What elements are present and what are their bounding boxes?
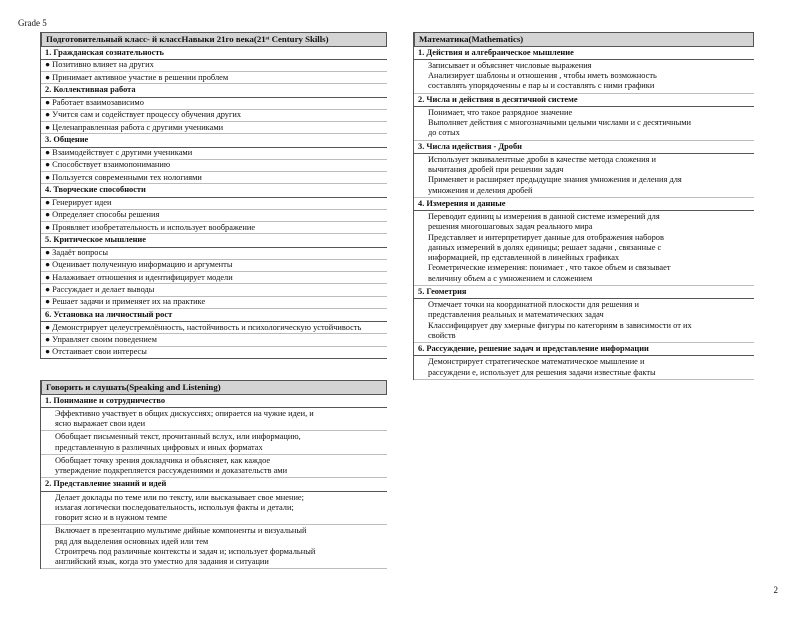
section-title: 4. Творческие способности (41, 184, 387, 197)
standard-line: вычитания дробей при решении задач (428, 165, 564, 175)
standard-line: излагая логически последовательность, используя факты и детали; (55, 502, 294, 512)
standard-line: представленную в различных цифровых и иных форматах (55, 442, 263, 452)
bullet-item: ● Управляет своим поведением (41, 334, 387, 346)
standard-line: Переводит единиц ы измерения в данной системе измерений для (428, 212, 660, 222)
section-title: 1. Действия и алгебраическое мышление (414, 47, 754, 60)
standard-line: Обобщает письменный текст, прочитанный вслух, или информацию, (55, 432, 301, 442)
bullet-item: ● Генерирует идеи (41, 198, 387, 210)
bullet-item: ● Проявляет изобретательность и использует воображение (41, 222, 387, 234)
page-number: 2 (773, 585, 778, 596)
bullet-item: ● Позитивно влияет на других (41, 60, 387, 72)
standard-line: Обобщает точку зрения докладчика и объясняет, как каждое (55, 455, 271, 465)
standard-line: информацией, пр едставленной в линейных графиках (428, 253, 620, 263)
standard-line: Представляет и интерпретирует данные для отображения наборов (428, 232, 664, 242)
bullet-item: ● Отстаивает свои интересы (41, 347, 387, 359)
standard-line: Применяет и расширяет предыдущие знания умножения и деления для (428, 175, 682, 185)
bullet-item: ● Пользуется современными тех нологиями (41, 172, 387, 184)
standard-line: Записывает и объясняет числовые выражения (428, 60, 592, 70)
standard-line: Классифицирует дву хмерные фигуры по категориям в зависимости от их (428, 320, 692, 330)
section-title: 5. Критическое мышление (41, 234, 387, 247)
bullet-item: ● Принимает активное участие в решении проблем (41, 72, 387, 84)
standard-line: умножения и деления дробей (428, 185, 533, 195)
section-title: 3. Общение (41, 134, 387, 147)
bullet-item: ● Способствует взаимопониманию (41, 160, 387, 172)
standard-line: Демонстрирует стратегическое математическое мышление и (428, 357, 645, 367)
bullet-item: ● Работает взаимозависимо (41, 98, 387, 110)
skills-21st-century-table (40, 32, 387, 359)
bullet-item: ● Демонстрирует целеустремлённость, настойчивость и психологическую устойчивость (41, 322, 387, 334)
standard-line: Понимает, что такое разрядное значение (428, 107, 573, 117)
standard-line: утверждение подкрепляется рассуждениями и доказательств ами (55, 466, 288, 476)
standard-line: рассуждени е, использует для решения задачи известные факты (428, 367, 656, 377)
standard-line: решения многошаговых задач реального мира (428, 222, 593, 232)
section-title: 6. Рассуждение, решение задач и представление информации (414, 343, 754, 356)
standard-line: представления реальных и математических задач (428, 310, 604, 320)
section-title: 2. Коллективная работа (41, 84, 387, 97)
bullet-item: ● Учится сам и содействует процессу обучения других (41, 110, 387, 122)
standard-item (414, 154, 754, 198)
standard-line: Включает в презентацию мультиме дийные компоненты и визуальный (55, 526, 307, 536)
mathematics-table (413, 32, 754, 380)
bullet-item: ● Задаёт вопросы (41, 248, 387, 260)
standard-line: Анализирует шаблоны и отношения , чтобы иметь возможность (428, 71, 657, 81)
speaking-listening-table (40, 380, 387, 569)
standard-item (414, 299, 754, 343)
standard-line: Отмечает точки на координатной плоскости для решения и (428, 300, 639, 310)
mathematics-header: Математика(Mathematics) (414, 32, 754, 47)
grade-label: Grade 5 (18, 18, 47, 28)
standard-line: составлять упорядоченны е пар ы и составлять с ними графики (428, 81, 655, 91)
bullet-item: ● Решает задачи и применяет их на практике (41, 297, 387, 309)
standard-item (41, 431, 387, 455)
speaking-listening-header: Говорить и слушать(Speaking and Listening) (41, 380, 387, 395)
standard-item (41, 408, 387, 432)
standard-line: Строитречь под различные контексты и задач и; использует формальный (55, 546, 316, 556)
standard-item (414, 356, 754, 380)
bullet-item: ● Взаимодействует с другими учениками (41, 148, 387, 160)
standard-line: Выполняет действия с многозначными целыми числами и с десятичными (428, 118, 691, 128)
standard-line: Использует эквивалентные дроби в качестве метода сложения и (428, 154, 657, 164)
section-title: 1. Гражданская сознательность (41, 47, 387, 60)
standard-item (41, 492, 387, 526)
section-title: 6. Установка на личностный рост (41, 309, 387, 322)
standard-line: величину объем а с умножением и сложением (428, 273, 593, 283)
skills-table-header: Подготовительный клаcс- й классНавыки 21го века(21ˢᵗ Century Skills) (41, 32, 387, 47)
standard-line: Эффективно участвует в общих дискуссиях; опирается на чужие идеи, и (55, 408, 314, 418)
section-title: 2. Представление знаний и идей (41, 478, 387, 491)
standard-line: свойств (428, 330, 456, 340)
standard-line: Геометрические измерения: понимает , что такое объем и связывает (428, 263, 671, 273)
standard-line: говорит ясно и в нужном темпе (55, 513, 168, 523)
standard-item (414, 211, 754, 286)
standard-line: до сотых (428, 128, 460, 138)
section-title: 5. Геометрия (414, 286, 754, 299)
standard-item (41, 455, 387, 479)
bullet-item: ● Налаживает отношения и идентифицирует модели (41, 272, 387, 284)
standard-line: данных измерений в долях единицы; решает задачи , связанные с (428, 242, 662, 252)
standard-item (414, 107, 754, 141)
standard-line: английский язык, когда это уместно для задания и ситуации (55, 557, 269, 567)
bullet-item: ● Рассуждает и делает выводы (41, 284, 387, 296)
section-title: 4. Измерения и данные (414, 198, 754, 211)
section-title: 2. Числа и действия в десятичной системе (414, 94, 754, 107)
standard-item (41, 525, 387, 569)
standard-line: ряд для выделения основных идей или тем (55, 536, 209, 546)
bullet-item: ● Оценивает полученную информацию и аргументы (41, 260, 387, 272)
section-title: 3. Числа идействия - Дроби (414, 141, 754, 154)
standard-line: Делает доклады по теме или по тексту, или высказывает свое мнение; (55, 492, 304, 502)
standard-line: ясно выражает свои идеи (55, 419, 146, 429)
bullet-item: ● Определяет способы решения (41, 210, 387, 222)
section-title: 1. Понимание и сотрудничество (41, 395, 387, 408)
bullet-item: ● Целенаправленная работа с другими учениками (41, 122, 387, 134)
standard-item (414, 60, 754, 94)
